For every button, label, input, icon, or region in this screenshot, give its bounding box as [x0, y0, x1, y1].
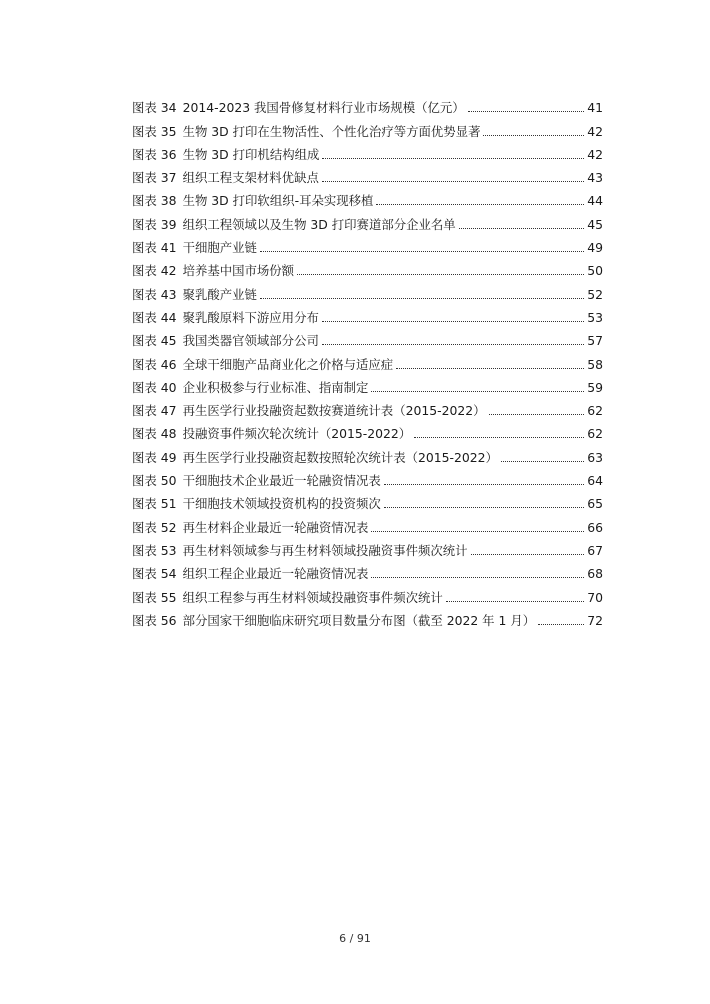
- toc-entry-label: 图表: [132, 473, 157, 489]
- toc-entry-page: 58: [587, 356, 603, 372]
- toc-entry-number: 43: [160, 286, 177, 302]
- toc-entry-label: 图表: [132, 519, 157, 535]
- toc-entry-page: 59: [587, 379, 603, 395]
- toc-entry-number: 39: [160, 216, 177, 232]
- toc-entry-number: 42: [160, 263, 177, 279]
- toc-entry-page: 64: [587, 473, 603, 489]
- toc-entry-page: 57: [587, 333, 603, 349]
- table-of-figures: [132, 92, 603, 628]
- toc-entry-page: 72: [587, 612, 603, 628]
- toc-entry[interactable]: [132, 278, 603, 301]
- toc-entry-number: 50: [160, 473, 177, 489]
- toc-entry-number: 45: [160, 333, 177, 349]
- toc-dot-leader: [260, 298, 584, 299]
- toc-entry-number: 53: [160, 542, 177, 558]
- toc-entry-page: 63: [587, 449, 603, 465]
- toc-entry-title: 组织工程参与再生材料领域投融资事件频次统计: [182, 589, 443, 605]
- toc-entry-title: 聚乳酸产业链: [182, 286, 257, 302]
- toc-dot-leader: [459, 228, 585, 229]
- toc-dot-leader: [384, 484, 584, 485]
- toc-entry-label: 图表: [132, 286, 157, 302]
- toc-entry-number: 49: [160, 449, 177, 465]
- toc-entry[interactable]: [132, 535, 603, 558]
- toc-entry-title: 企业积极参与行业标准、指南制定: [182, 379, 369, 395]
- toc-entry-page: 62: [587, 403, 603, 419]
- toc-dot-leader: [446, 601, 584, 602]
- toc-entry-number: 55: [160, 589, 177, 605]
- toc-entry-number: 36: [160, 146, 177, 162]
- toc-entry-title: 再生医学行业投融资起数按赛道统计表（2015-2022）: [182, 403, 486, 419]
- toc-entry-label: 图表: [132, 216, 157, 232]
- toc-entry-title: 生物 3D 打印软组织-耳朵实现移植: [182, 193, 374, 209]
- toc-entry[interactable]: [132, 558, 603, 581]
- toc-entry-number: 35: [160, 123, 177, 139]
- toc-entry-label: 图表: [132, 542, 157, 558]
- toc-entry-label: 图表: [132, 566, 157, 582]
- toc-dot-leader: [501, 461, 584, 462]
- toc-entry-page: 65: [587, 496, 603, 512]
- toc-entry-title: 干细胞技术领域投资机构的投资频次: [182, 496, 381, 512]
- toc-entry-title: 全球干细胞产品商业化之价格与适应症: [182, 356, 394, 372]
- toc-entry[interactable]: [132, 348, 603, 371]
- toc-entry-page: 50: [587, 263, 603, 279]
- toc-entry[interactable]: [132, 465, 603, 488]
- toc-dot-leader: [322, 344, 584, 345]
- toc-dot-leader: [468, 111, 585, 112]
- toc-entry-label: 图表: [132, 309, 157, 325]
- toc-dot-leader: [384, 507, 584, 508]
- toc-entry[interactable]: [132, 395, 603, 418]
- toc-entry-title: 培养基中国市场份额: [182, 263, 295, 279]
- toc-entry[interactable]: [132, 372, 603, 395]
- toc-entry[interactable]: [132, 185, 603, 208]
- toc-entry[interactable]: [132, 92, 603, 115]
- toc-dot-leader: [371, 391, 584, 392]
- toc-entry-page: 49: [587, 240, 603, 256]
- toc-entry-number: 56: [160, 612, 177, 628]
- toc-dot-leader: [396, 368, 584, 369]
- toc-entry-page: 42: [587, 146, 603, 162]
- toc-dot-leader: [414, 437, 584, 438]
- toc-entry[interactable]: [132, 418, 603, 441]
- toc-entry-page: 70: [587, 589, 603, 605]
- toc-entry-number: 52: [160, 519, 177, 535]
- toc-entry-page: 45: [587, 216, 603, 232]
- toc-entry[interactable]: [132, 605, 603, 628]
- toc-entry-number: 48: [160, 426, 177, 442]
- toc-entry[interactable]: [132, 162, 603, 185]
- toc-entry-label: 图表: [132, 356, 157, 372]
- toc-entry-label: 图表: [132, 146, 157, 162]
- toc-entry-title: 再生医学行业投融资起数按照轮次统计表（2015-2022）: [182, 449, 498, 465]
- toc-entry-title: 再生材料企业最近一轮融资情况表: [182, 519, 369, 535]
- toc-entry-number: 46: [160, 356, 177, 372]
- toc-entry-page: 52: [587, 286, 603, 302]
- toc-entry[interactable]: [132, 581, 603, 604]
- toc-entry-number: 40: [160, 379, 177, 395]
- toc-entry[interactable]: [132, 325, 603, 348]
- toc-entry-title: 再生材料领域参与再生材料领域投融资事件频次统计: [182, 542, 468, 558]
- toc-entry-title: 组织工程领域以及生物 3D 打印赛道部分企业名单: [182, 216, 456, 232]
- toc-entry-title: 部分国家干细胞临床研究项目数量分布图（截至 2022 年 1 月）: [182, 612, 536, 628]
- toc-entry[interactable]: [132, 302, 603, 325]
- toc-entry-number: 41: [160, 240, 177, 256]
- toc-dot-leader: [322, 181, 584, 182]
- toc-entry-label: 图表: [132, 193, 157, 209]
- toc-entry[interactable]: [132, 511, 603, 534]
- toc-dot-leader: [297, 274, 584, 275]
- toc-entry-label: 图表: [132, 589, 157, 605]
- toc-entry-title: 生物 3D 打印在生物活性、个性化治疗等方面优势显著: [182, 123, 481, 139]
- toc-entry-page: 53: [587, 309, 603, 325]
- toc-entry-number: 44: [160, 309, 177, 325]
- toc-entry-number: 38: [160, 193, 177, 209]
- toc-entry-label: 图表: [132, 379, 157, 395]
- toc-entry-title: 2014-2023 我国骨修复材料行业市场规模（亿元）: [182, 100, 465, 116]
- toc-entry-label: 图表: [132, 403, 157, 419]
- toc-entry-page: 66: [587, 519, 603, 535]
- toc-entry[interactable]: [132, 255, 603, 278]
- toc-entry-number: 47: [160, 403, 177, 419]
- toc-entry-label: 图表: [132, 612, 157, 628]
- toc-entry-label: 图表: [132, 170, 157, 186]
- toc-entry-title: 干细胞技术企业最近一轮融资情况表: [182, 473, 381, 489]
- toc-dot-leader: [322, 321, 584, 322]
- toc-dot-leader: [489, 414, 585, 415]
- toc-entry-page: 67: [587, 542, 603, 558]
- toc-entry[interactable]: [132, 139, 603, 162]
- toc-entry-label: 图表: [132, 123, 157, 139]
- toc-entry-page: 42: [587, 123, 603, 139]
- toc-dot-leader: [371, 577, 584, 578]
- toc-entry-number: 37: [160, 170, 177, 186]
- toc-dot-leader: [483, 135, 584, 136]
- toc-entry-label: 图表: [132, 263, 157, 279]
- toc-dot-leader: [471, 554, 585, 555]
- toc-entry-page: 44: [587, 193, 603, 209]
- toc-entry-page: 43: [587, 170, 603, 186]
- toc-dot-leader: [538, 624, 584, 625]
- toc-entry-title: 干细胞产业链: [182, 240, 257, 256]
- toc-entry[interactable]: [132, 208, 603, 231]
- toc-entry-label: 图表: [132, 449, 157, 465]
- toc-entry-page: 41: [587, 100, 603, 116]
- toc-entry-number: 34: [160, 100, 177, 116]
- toc-dot-leader: [260, 251, 584, 252]
- toc-entry[interactable]: [132, 441, 603, 464]
- toc-entry-label: 图表: [132, 426, 157, 442]
- toc-entry-page: 62: [587, 426, 603, 442]
- toc-entry[interactable]: [132, 115, 603, 138]
- toc-entry-number: 51: [160, 496, 177, 512]
- toc-dot-leader: [322, 158, 584, 159]
- toc-entry-label: 图表: [132, 333, 157, 349]
- toc-entry-page: 68: [587, 566, 603, 582]
- toc-entry[interactable]: [132, 232, 603, 255]
- toc-entry-title: 聚乳酸原料下游应用分布: [182, 309, 319, 325]
- toc-entry-title: 组织工程支架材料优缺点: [182, 170, 319, 186]
- page-number: 6 / 91: [339, 932, 371, 945]
- toc-entry-label: 图表: [132, 100, 157, 116]
- toc-entry[interactable]: [132, 488, 603, 511]
- toc-entry-title: 我国类器官领域部分公司: [182, 333, 319, 349]
- toc-entry-number: 54: [160, 566, 177, 582]
- toc-entry-title: 生物 3D 打印机结构组成: [182, 146, 320, 162]
- toc-entry-title: 组织工程企业最近一轮融资情况表: [182, 566, 369, 582]
- toc-entry-title: 投融资事件频次轮次统计（2015-2022）: [182, 426, 412, 442]
- toc-dot-leader: [371, 531, 584, 532]
- toc-dot-leader: [376, 204, 584, 205]
- toc-entry-label: 图表: [132, 240, 157, 256]
- toc-entry-label: 图表: [132, 496, 157, 512]
